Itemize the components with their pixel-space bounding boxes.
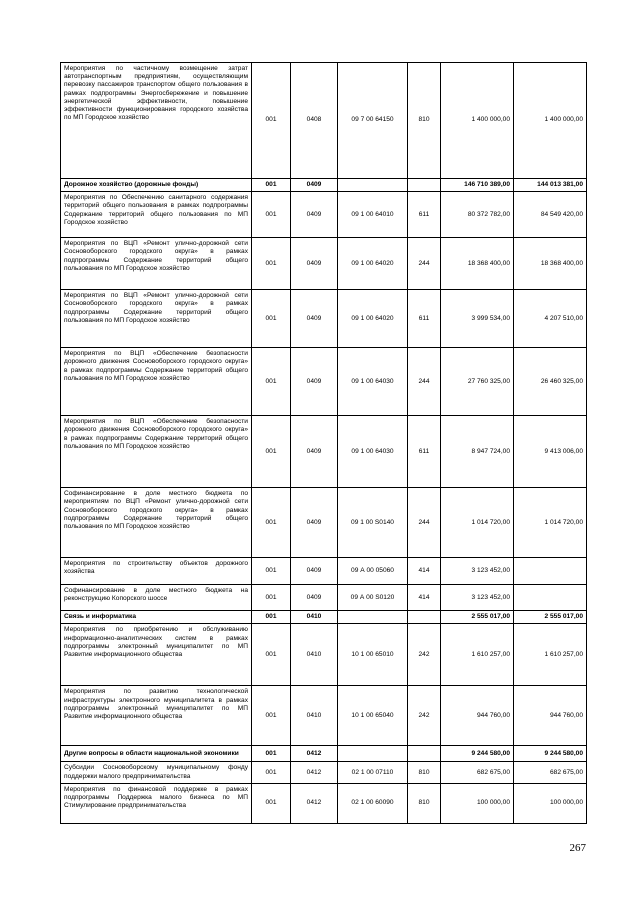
cell-description: Мероприятия по развитию технологической инфраструктуры электронного муниципалитета в рамках подпрограммы электронный муниципалитет по МП Развитие информационного общества [61, 686, 252, 746]
cell-target-article: 09 1 00 64030 [338, 416, 408, 488]
cell-target-article: 09 1 00 64020 [338, 290, 408, 348]
cell-section: 0409 [291, 179, 338, 192]
table-row [61, 290, 587, 348]
cell-amount-year-2: 18 368 400,00 [514, 238, 587, 290]
table-row [61, 558, 587, 585]
cell-target-article: 02 1 00 60090 [338, 783, 408, 823]
cell-description: Дорожное хозяйство (дорожные фонды) [61, 179, 252, 192]
cell-section: 0409 [291, 558, 338, 585]
cell-target-article: 09 7 00 64150 [338, 63, 408, 179]
cell-amount-year-1: 18 368 400,00 [441, 238, 514, 290]
cell-description: Субсидии Сосновоборскому муниципальному фонду поддержки малого предпринимательства [61, 762, 252, 783]
cell-section: 0408 [291, 63, 338, 179]
cell-ministry: 001 [252, 238, 291, 290]
cell-amount-year-2: 682 675,00 [514, 762, 587, 783]
cell-amount-year-1: 1 014 720,00 [441, 488, 514, 558]
cell-amount-year-1: 3 123 452,00 [441, 558, 514, 585]
cell-expense-type [408, 611, 441, 624]
table-row [61, 416, 587, 488]
cell-amount-year-2: 2 555 017,00 [514, 611, 587, 624]
cell-expense-type [408, 746, 441, 762]
cell-expense-type: 414 [408, 585, 441, 611]
cell-expense-type: 244 [408, 348, 441, 416]
table-row [61, 783, 587, 823]
cell-ministry: 001 [252, 624, 291, 686]
cell-section: 0412 [291, 783, 338, 823]
cell-expense-type: 244 [408, 238, 441, 290]
cell-expense-type: 810 [408, 783, 441, 823]
cell-section: 0410 [291, 611, 338, 624]
table-row [61, 192, 587, 238]
cell-expense-type: 244 [408, 488, 441, 558]
cell-description: Мероприятия по приобретению и обслуживанию информационно-аналитических систем в рамках подпрограммы электронный муниципалитет по МП Развитие информационного общества [61, 624, 252, 686]
cell-expense-type: 810 [408, 63, 441, 179]
cell-amount-year-2: 144 013 381,00 [514, 179, 587, 192]
cell-description: Софинансирование в доле местного бюджета по мероприятиям по ВЦП «Ремонт улично-дорожной сети Сосновоборского городского округа» в рамках подпрограммы Содержание территорий общего пользования по МП Городское хозяйство [61, 488, 252, 558]
cell-expense-type: 242 [408, 624, 441, 686]
cell-target-article [338, 179, 408, 192]
section-row [61, 611, 587, 624]
cell-amount-year-1: 8 947 724,00 [441, 416, 514, 488]
cell-amount-year-2: 1 400 000,00 [514, 63, 587, 179]
cell-description: Софинансирование в доле местного бюджета на реконструкцию Копорского шоссе [61, 585, 252, 611]
cell-expense-type: 611 [408, 192, 441, 238]
cell-description: Мероприятия по финансовой поддержке в рамках подпрограммы Поддержка малого бизнеса по МП Стимулирование предпринимательства [61, 783, 252, 823]
cell-amount-year-2 [514, 558, 587, 585]
cell-description: Мероприятия по строительству объектов дорожного хозяйства [61, 558, 252, 585]
cell-ministry: 001 [252, 63, 291, 179]
cell-target-article [338, 611, 408, 624]
table-row [61, 624, 587, 686]
cell-ministry: 001 [252, 488, 291, 558]
cell-amount-year-2: 944 760,00 [514, 686, 587, 746]
cell-section: 0409 [291, 416, 338, 488]
budget-table-page [60, 62, 586, 824]
cell-amount-year-1: 3 999 534,00 [441, 290, 514, 348]
cell-target-article: 10 1 00 65010 [338, 624, 408, 686]
cell-ministry: 001 [252, 585, 291, 611]
cell-amount-year-1: 682 675,00 [441, 762, 514, 783]
cell-target-article: 09 А 00 05060 [338, 558, 408, 585]
cell-expense-type: 242 [408, 686, 441, 746]
table-row [61, 63, 587, 179]
table-row [61, 348, 587, 416]
cell-section: 0409 [291, 585, 338, 611]
cell-description: Мероприятия по ВЦП «Обеспечение безопасности дорожного движения Сосновоборского городского округа» в рамках подпрограммы Содержание территорий общего пользования по МП Городское хозяйство [61, 416, 252, 488]
cell-ministry: 001 [252, 348, 291, 416]
table-row [61, 238, 587, 290]
cell-expense-type: 414 [408, 558, 441, 585]
cell-amount-year-2: 26 460 325,00 [514, 348, 587, 416]
cell-amount-year-1: 80 372 782,00 [441, 192, 514, 238]
cell-section: 0409 [291, 192, 338, 238]
cell-amount-year-2: 9 413 006,00 [514, 416, 587, 488]
section-row [61, 179, 587, 192]
cell-description: Мероприятия по Обеспечению санитарного содержания территорий общего пользования в рамках подпрограммы Содержание территорий общего пользования по МП Городское хозяйство [61, 192, 252, 238]
cell-section: 0410 [291, 686, 338, 746]
cell-ministry: 001 [252, 783, 291, 823]
budget-table-body [61, 63, 587, 824]
cell-amount-year-2: 4 207 510,00 [514, 290, 587, 348]
cell-ministry: 001 [252, 192, 291, 238]
cell-expense-type [408, 179, 441, 192]
cell-ministry: 001 [252, 416, 291, 488]
cell-expense-type: 611 [408, 416, 441, 488]
cell-section: 0409 [291, 290, 338, 348]
cell-amount-year-1: 1 400 000,00 [441, 63, 514, 179]
cell-expense-type: 611 [408, 290, 441, 348]
cell-expense-type: 810 [408, 762, 441, 783]
cell-amount-year-1: 146 710 389,00 [441, 179, 514, 192]
cell-section: 0412 [291, 746, 338, 762]
cell-amount-year-2: 9 244 580,00 [514, 746, 587, 762]
cell-amount-year-1: 9 244 580,00 [441, 746, 514, 762]
cell-ministry: 001 [252, 290, 291, 348]
cell-ministry: 001 [252, 558, 291, 585]
cell-amount-year-2: 84 549 420,00 [514, 192, 587, 238]
cell-section: 0409 [291, 238, 338, 290]
table-row [61, 488, 587, 558]
cell-section: 0410 [291, 624, 338, 686]
cell-target-article [338, 746, 408, 762]
table-row [61, 585, 587, 611]
cell-target-article: 09 1 00 64020 [338, 238, 408, 290]
cell-ministry: 001 [252, 611, 291, 624]
cell-description: Другие вопросы в области национальной экономики [61, 746, 252, 762]
cell-section: 0409 [291, 348, 338, 416]
cell-target-article: 09 А 00 S0120 [338, 585, 408, 611]
page-number: 267 [569, 842, 586, 854]
budget-table [60, 62, 587, 824]
cell-amount-year-1: 27 760 325,00 [441, 348, 514, 416]
table-row [61, 762, 587, 783]
cell-target-article: 10 1 00 65040 [338, 686, 408, 746]
section-row [61, 746, 587, 762]
cell-target-article: 09 1 00 S0140 [338, 488, 408, 558]
cell-description: Мероприятия по ВЦП «Ремонт улично-дорожной сети Сосновоборского городского округа» в рамках подпрограммы Содержание территорий общего пользования по МП Городское хозяйство [61, 238, 252, 290]
cell-amount-year-1: 944 760,00 [441, 686, 514, 746]
cell-amount-year-1: 2 555 017,00 [441, 611, 514, 624]
table-row [61, 686, 587, 746]
cell-amount-year-2: 1 610 257,00 [514, 624, 587, 686]
cell-ministry: 001 [252, 746, 291, 762]
cell-ministry: 001 [252, 762, 291, 783]
cell-section: 0412 [291, 762, 338, 783]
cell-target-article: 02 1 00 07110 [338, 762, 408, 783]
cell-target-article: 09 1 00 64030 [338, 348, 408, 416]
cell-target-article: 09 1 00 64010 [338, 192, 408, 238]
cell-section: 0409 [291, 488, 338, 558]
cell-amount-year-2 [514, 585, 587, 611]
cell-description: Мероприятия по частичному возмещение затрат автотранспортным предприятиям, осуществляющим перевозку пассажиров транспортом общего пользования в рамках подпрограммы Энергосбережение и повышение энергетической эффективности, повышение эффективности функционирования городского хозяйства по МП Городское хозяйство [61, 63, 252, 179]
cell-description: Мероприятия по ВЦП «Ремонт улично-дорожной сети Сосновоборского городского округа» в рамках подпрограммы Содержание территорий общего пользования по МП Городское хозяйство [61, 290, 252, 348]
cell-ministry: 001 [252, 686, 291, 746]
cell-amount-year-1: 1 610 257,00 [441, 624, 514, 686]
cell-amount-year-1: 3 123 452,00 [441, 585, 514, 611]
cell-amount-year-1: 100 000,00 [441, 783, 514, 823]
cell-description: Мероприятия по ВЦП «Обеспечение безопасности дорожного движения Сосновоборского городского округа» в рамках подпрограммы Содержание территорий общего пользования по МП Городское хозяйство [61, 348, 252, 416]
cell-ministry: 001 [252, 179, 291, 192]
cell-description: Связь и информатика [61, 611, 252, 624]
cell-amount-year-2: 1 014 720,00 [514, 488, 587, 558]
cell-amount-year-2: 100 000,00 [514, 783, 587, 823]
